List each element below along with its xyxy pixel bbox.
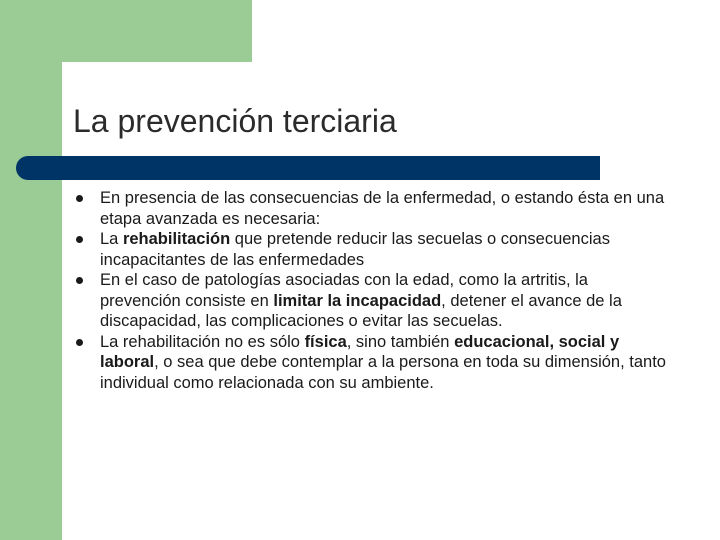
bullet-bold-text: física <box>304 332 347 351</box>
bullet-bold-text: limitar la incapacidad <box>273 291 442 310</box>
bullet-text: La rehabilitación no es sólo <box>100 332 305 351</box>
bullet-text: La <box>100 230 123 248</box>
bullet-dot-icon <box>76 277 83 284</box>
bullet-item-3 <box>70 270 670 332</box>
bullet-text: que pretende reducir las secuelas o consecuencias incapacitantes de las enfermedades <box>100 230 610 269</box>
bullet-text: , detener el avance de la discapacidad, las complicaciones o evitar las secuelas. <box>100 291 622 330</box>
green-left-strip <box>0 0 62 540</box>
bullet-item-2 <box>70 229 670 270</box>
bullet-bold-text: rehabilitación <box>122 230 231 248</box>
bullet-text: En presencia de las consecuencias de la enfermedad, o estando ésta en una etapa avanzada es necesaria: <box>100 189 665 228</box>
bullet-dot-icon <box>76 236 83 243</box>
bullet-dot-icon <box>76 339 83 346</box>
bullet-text: En el caso de patologías asociadas con la edad, como la artritis, la prevención consiste en <box>100 271 588 310</box>
title-underline-bar <box>16 156 600 180</box>
bullet-list <box>70 188 670 393</box>
bullet-item-4 <box>70 332 670 394</box>
bullet-text: , o sea que debe contemplar a la persona en toda su dimensión, tanto individual como relacionada con su ambiente. <box>100 353 666 392</box>
bullet-text: , sino también <box>346 332 455 351</box>
slide-title: La prevención terciaria <box>73 103 397 139</box>
bullet-bold-text: educacional, social y laboral <box>100 332 620 371</box>
bullet-dot-icon <box>76 195 83 202</box>
bullet-item-1 <box>70 188 670 229</box>
